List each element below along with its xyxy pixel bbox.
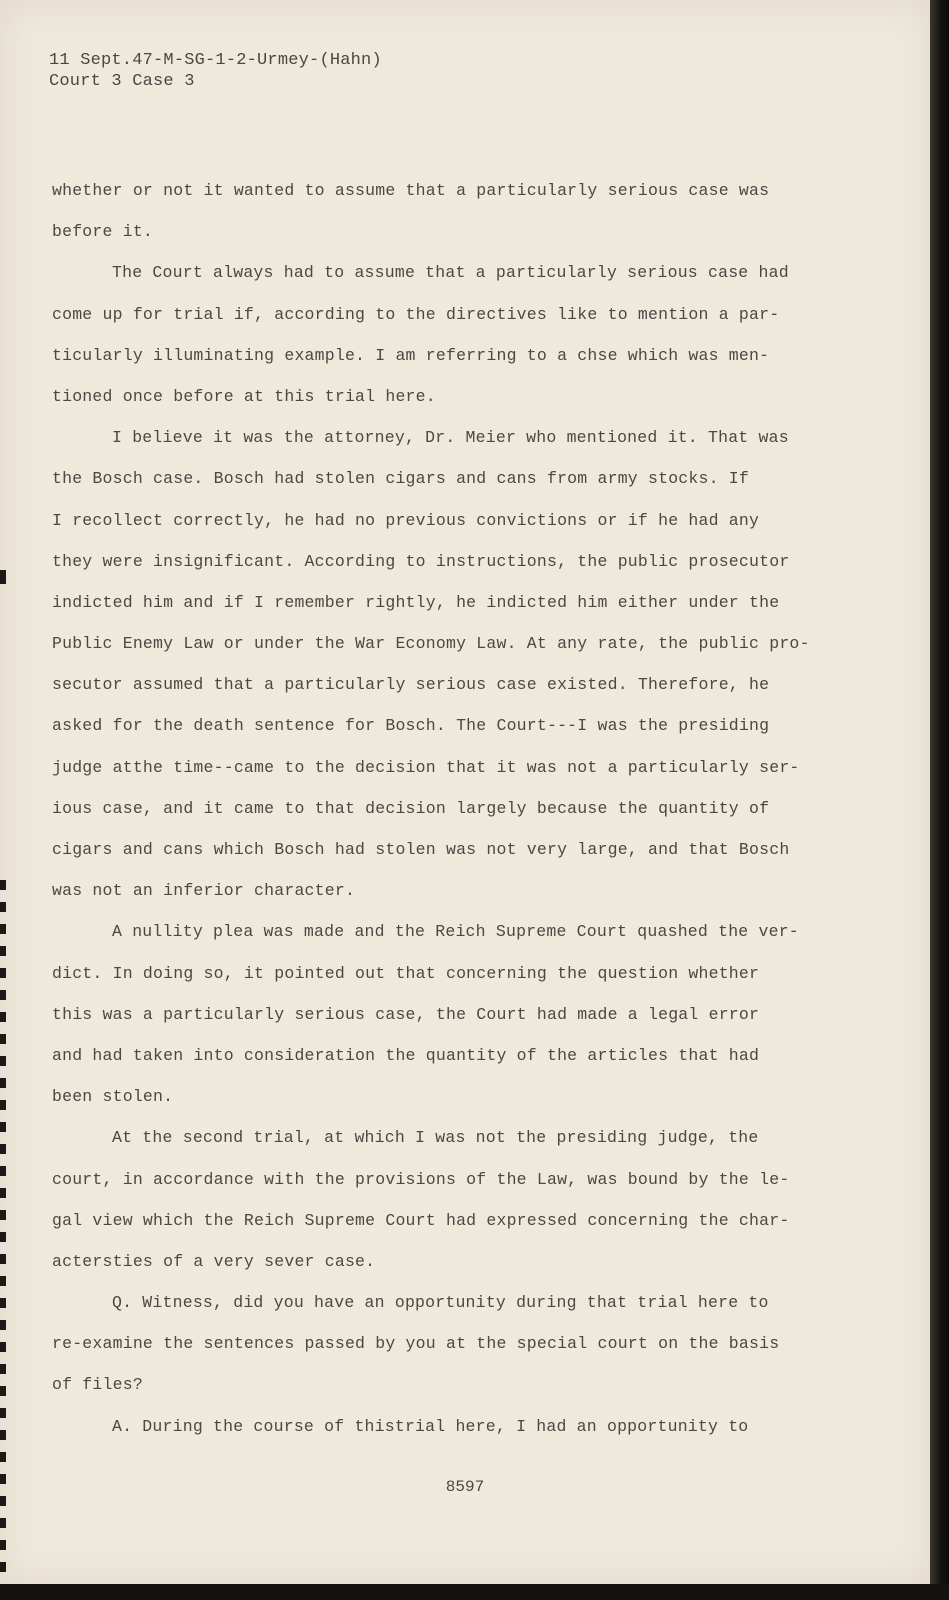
text-line: cigars and cans which Bosch had stolen was not very large, and that Bosch	[52, 840, 790, 859]
text-line: I recollect correctly, he had no previous convictions or if he had any	[52, 510, 760, 530]
text-line: re-examine the sentences passed by you at the special court on the basis	[52, 1334, 780, 1354]
scan-edge-bottom	[0, 1584, 949, 1600]
transcript-body	[52, 170, 812, 1447]
text-line: The Court always had to assume that a particularly serious case had	[112, 263, 789, 283]
header-court-line: Court 3 Case 3	[49, 72, 195, 91]
text-line: A. During the course of thistrial here, I had an opportunity to	[112, 1416, 749, 1436]
text-line: been stolen.	[52, 1087, 174, 1107]
text-line: Q. Witness, did you have an opportunity during that trial here to	[112, 1293, 769, 1313]
text-line: and had taken into consideration the quantity of the articles that had	[52, 1045, 760, 1065]
text-line: court, in accordance with the provisions of the Law, was bound by the le-	[52, 1169, 790, 1189]
text-line: At the second trial, at which I was not the presiding judge, the	[112, 1128, 759, 1148]
text-line: they were insignificant. According to instructions, the public prosecutor	[52, 551, 790, 571]
text-line: Public Enemy Law or under the War Economy Law. At any rate, the public pro-	[52, 634, 810, 654]
binding-mark	[0, 880, 6, 1580]
text-line: was not an inferior character.	[52, 881, 356, 901]
header-date-line: 11 Sept.47-M-SG-1-2-Urmey-(Hahn)	[49, 51, 382, 70]
text-line: this was a particularly serious case, the Court had made a legal error	[52, 1004, 760, 1024]
text-line: gal view which the Reich Supreme Court had expressed concerning the char-	[52, 1210, 790, 1230]
page-number: 8597	[445, 1478, 485, 1496]
text-line: ticularly illuminating example. I am referring to a chse which was men-	[52, 345, 770, 365]
text-line: asked for the death sentence for Bosch. The Court---I was the presiding	[52, 716, 770, 736]
document-header	[49, 50, 382, 92]
binding-mark	[0, 570, 6, 584]
text-line: of files?	[52, 1375, 143, 1395]
text-line: judge atthe time--came to the decision that it was not a particularly ser-	[52, 757, 800, 777]
text-line: the Bosch case. Bosch had stolen cigars and cans from army stocks. If	[52, 469, 750, 489]
text-line: whether or not it wanted to assume that a particularly serious case was	[52, 181, 770, 200]
text-line: ious case, and it came to that decision largely because the quantity of	[52, 798, 770, 818]
text-line: actersties of a very sever case.	[52, 1251, 376, 1271]
text-line: secutor assumed that a particularly serious case existed. Therefore, he	[52, 675, 770, 695]
text-line: A nullity plea was made and the Reich Supreme Court quashed the ver-	[112, 922, 799, 942]
text-line: I believe it was the attorney, Dr. Meier who mentioned it. That was	[112, 428, 789, 448]
scan-edge-right	[930, 0, 949, 1600]
text-line: dict. In doing so, it pointed out that concerning the question whether	[52, 963, 760, 983]
text-line: come up for trial if, according to the directives like to mention a par-	[52, 304, 780, 324]
text-line: tioned once before at this trial here.	[52, 386, 436, 406]
text-line: indicted him and if I remember rightly, he indicted him either under the	[52, 592, 780, 612]
text-line: before it.	[52, 222, 154, 242]
